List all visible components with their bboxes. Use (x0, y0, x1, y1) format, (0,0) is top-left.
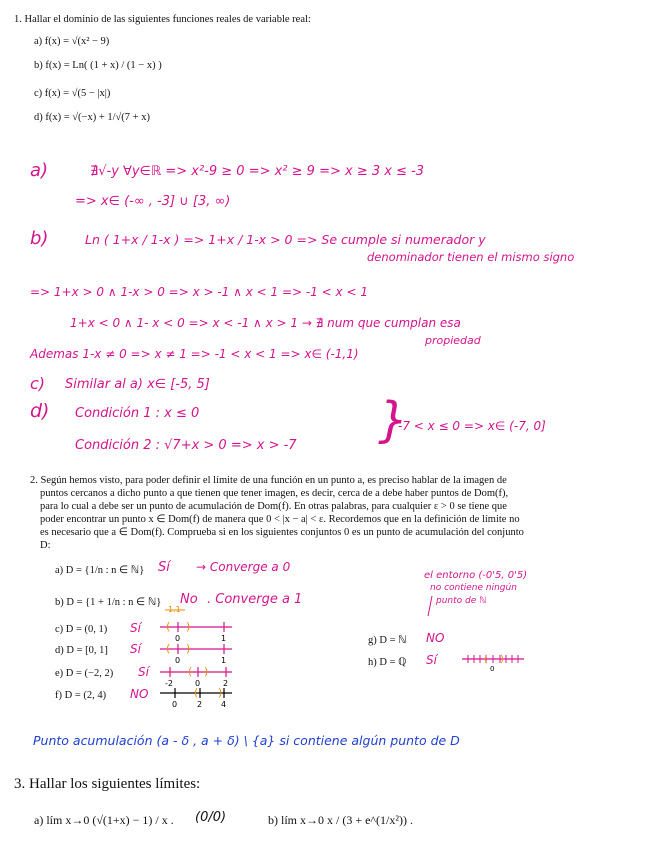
ex2-note-b: . Converge a 1 (207, 592, 303, 607)
ex2-line: poder encontrar un punto x ∈ Dom(f) de manera que 0 < |x − a| < ε. Recordemos que en la definición de límite no (40, 514, 520, 525)
svg-text:): ) (500, 654, 504, 665)
ex2-answer-e: Sí (138, 665, 149, 679)
ex2-line: para lo cual a debe ser un punto de acumulación de Dom(f). En otras palabras, para cualquier ε > 0 se tiene que (40, 501, 507, 512)
ex2-answer-a: Sí (158, 560, 170, 575)
ex2-note-a: → Converge a 0 (196, 560, 291, 574)
hw-b-line3: 1+x < 0 ∧ 1- x < 0 => x < -1 ∧ x > 1 → ∄ num que cumplan esa (70, 316, 461, 330)
ex2-item-g: g) D = ℕ (368, 635, 407, 646)
hw-b-label: b) (30, 228, 49, 249)
ex2-answer-d: Sí (130, 642, 141, 656)
tick-label-f-4: 4 (221, 700, 227, 709)
hw-d-label: d) (30, 400, 50, 422)
side-note-1: el entorno (-0'5, 0'5) (424, 570, 528, 581)
svg-text:(: ( (188, 665, 193, 678)
numberline-h (462, 654, 524, 673)
tick-label-d-0: 0 (175, 656, 181, 665)
svg-text:(: ( (166, 620, 171, 633)
numberline-c (160, 620, 232, 643)
hw-d-line2: Condición 2 : √7+x > 0 => x > -7 (75, 438, 297, 453)
ex1-title: 1. Hallar el dominio de las siguientes funciones reales de variable real: (14, 14, 311, 25)
hw-b-line1: Ln ( 1+x / 1-x ) => 1+x / 1-x > 0 => Se cumple si numerador y (85, 232, 486, 247)
ex2-line: 2. Según hemos visto, para poder definir el límite de una función en un punto a, es preciso hablar de la imagen de (30, 475, 507, 486)
side-note-3: punto de ℕ (436, 596, 487, 606)
hw-b-line1b: denominador tienen el mismo signo (367, 250, 575, 264)
ex3-a-note: (0/0) (195, 810, 227, 825)
ex2-item-c: c) D = (0, 1) (55, 624, 108, 635)
ex2-line: puntos cercanos a dicho punto a que tienen que tener imagen, es decir, cerca de a debe haber puntos de Dom(f), (40, 488, 509, 499)
tick-label-h-0: 0 (490, 665, 495, 673)
hw-b-line3b: propiedad (425, 334, 481, 347)
ex1-item-d: d) f(x) = √(−x) + 1/√(7 + x) (34, 112, 150, 123)
svg-text:): ) (186, 642, 191, 655)
ex2-line: D: (40, 540, 51, 551)
tick-label-b: 1.1 (168, 605, 181, 614)
ex2-footer: Punto acumulación (a - δ , a + δ) \ {a} si contiene algún punto de D (33, 733, 460, 748)
ex3-a: a) lím x→0 (√(1+x) − 1) / x . (34, 813, 174, 827)
svg-text:(: ( (484, 654, 488, 665)
ex2-answer-g: NO (426, 631, 445, 645)
hw-a-label: a) (30, 160, 49, 181)
svg-text:): ) (218, 686, 223, 699)
ex2-item-a: a) D = {1/n : n ∈ ℕ} (55, 565, 145, 576)
numberline-d (160, 642, 232, 665)
side-note-arrow (428, 596, 432, 616)
tick-label-d-1: 1 (221, 656, 227, 665)
ex1-item-c: c) f(x) = √(5 − |x|) (34, 88, 111, 99)
hw-c-label: c) (30, 374, 46, 393)
tick-label-e-2: 2 (223, 679, 229, 688)
ex2-item-h: h) D = ℚ (368, 657, 407, 668)
svg-text:(: ( (166, 642, 171, 655)
side-note-2: no contiene ningún (430, 583, 517, 593)
svg-text:): ) (186, 620, 191, 633)
ex2-answer-b: No (180, 592, 198, 607)
tick-label-f-0: 0 (172, 700, 178, 709)
hw-a-line2: => x∈ (-∞ , -3] ∪ [3, ∞) (75, 194, 231, 209)
hw-c-line: Similar al a) x∈ [-5, 5] (65, 377, 210, 392)
tick-label-f-2: 2 (197, 700, 203, 709)
ex3-title: 3. Hallar los siguientes límites: (14, 776, 201, 792)
numberline-e (160, 665, 232, 688)
svg-text:(: ( (194, 686, 199, 699)
ex2-answer-f: NO (130, 687, 149, 701)
numberline-b-top (165, 605, 185, 614)
ex2-item-b: b) D = {1 + 1/n : n ∈ ℕ} (55, 597, 162, 608)
ex3-b: b) lím x→0 x / (3 + e^(1/x²)) . (268, 813, 413, 827)
hw-d-result: -7 < x ≤ 0 => x∈ (-7, 0] (398, 419, 546, 433)
ex2-answer-h: Sí (426, 653, 437, 667)
tick-label-e-0: 0 (195, 679, 201, 688)
ex2-answer-c: Sí (130, 621, 141, 635)
hw-a-line1: ∄√-y ∀y∈ℝ => x²-9 ≥ 0 => x² ≥ 9 => x ≥ 3 x ≤ -3 (90, 164, 425, 179)
hw-d-brace: } (378, 392, 409, 448)
ex2-item-d: d) D = [0, 1] (55, 645, 108, 656)
tick-label-e-m2: -2 (165, 679, 173, 688)
hw-d-line1: Condición 1 : x ≤ 0 (75, 406, 200, 421)
hw-b-line2: => 1+x > 0 ∧ 1-x > 0 => x > -1 ∧ x < 1 => -1 < x < 1 (30, 285, 368, 299)
numberline-f (160, 686, 232, 709)
ex2-item-f: f) D = (2, 4) (55, 690, 107, 701)
ex2-item-e: e) D = (−2, 2) (55, 668, 114, 679)
hw-b-line4: Ademas 1-x ≠ 0 => x ≠ 1 => -1 < x < 1 => x∈ (-1,1) (30, 347, 359, 361)
ex2-line: es necesario que a ∈ Dom(f). Comprueba si en los siguientes conjuntos 0 es un punto de acumulación del conjunto (40, 527, 524, 538)
ex1-item-a: a) f(x) = √(x² − 9) (34, 36, 110, 47)
svg-text:): ) (204, 665, 209, 678)
ex1-item-b: b) f(x) = Ln( (1 + x) / (1 − x) ) (34, 60, 162, 71)
tick-label-c-1: 1 (221, 634, 227, 643)
tick-label-c-0: 0 (175, 634, 181, 643)
